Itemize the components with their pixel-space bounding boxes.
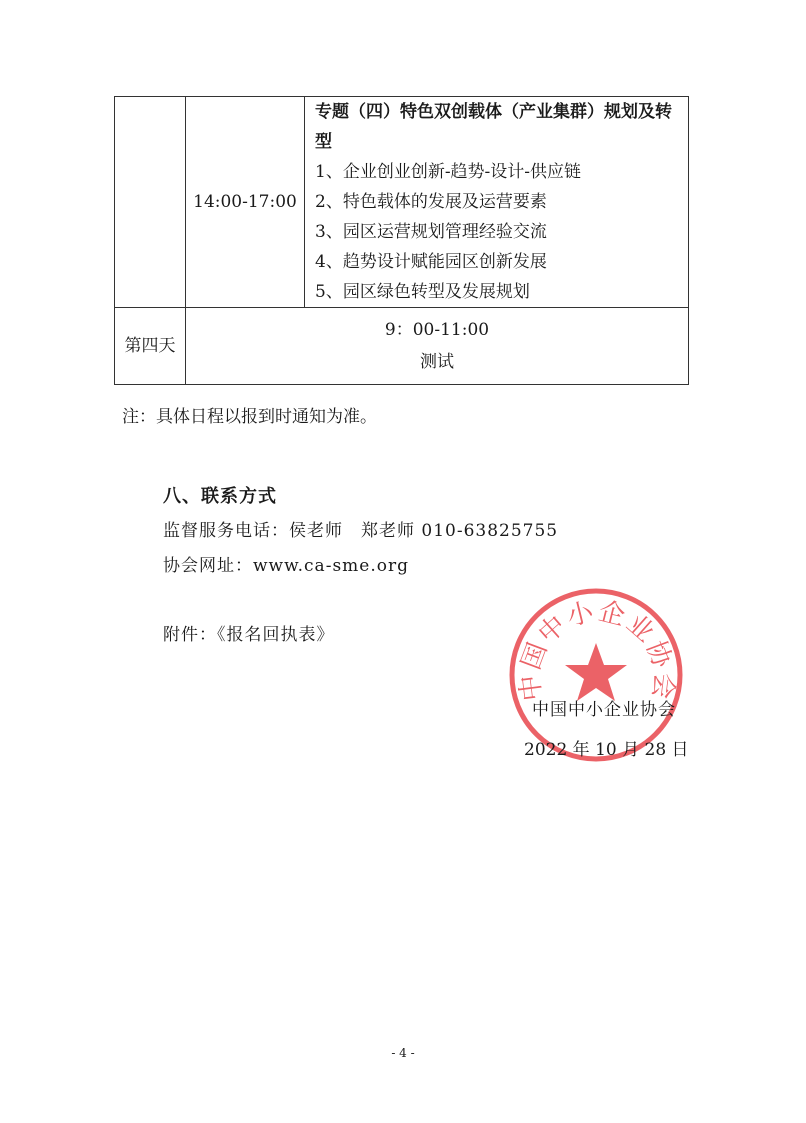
day4-content-cell xyxy=(186,308,689,385)
page-number: - 4 - xyxy=(391,1046,415,1060)
session-content-cell xyxy=(305,97,689,308)
attachment-line: 附件：《报名回执表》 xyxy=(163,625,335,645)
website-line: 协会网址：www.ca-sme.org xyxy=(163,556,409,576)
schedule-table xyxy=(114,96,689,385)
day4-activity: 测试 xyxy=(420,352,454,372)
table-row xyxy=(115,97,689,308)
topic-item: 2、特色载体的发展及运营要素 xyxy=(315,192,547,212)
signature-date: 2022 年 10 月 28 日 xyxy=(524,740,689,760)
session-time-cell: 14:00-17:00 xyxy=(186,97,305,308)
signature-org: 中国中小企业协会 xyxy=(532,700,676,720)
day-label-cell: 第四天 xyxy=(115,308,186,385)
schedule-note: 注：具体日程以报到时通知为准。 xyxy=(122,407,377,427)
topic-title: 专题（四）特色双创载体（产业集群）规划及转型 xyxy=(315,102,672,152)
table-row xyxy=(115,308,689,385)
section-title: 八、联系方式 xyxy=(163,486,277,507)
phone-line: 监督服务电话：侯老师 郑老师 010-63825755 xyxy=(163,521,559,541)
topic-item: 4、趋势设计赋能园区创新发展 xyxy=(315,252,547,272)
topic-item: 1、企业创业创新-趋势-设计-供应链 xyxy=(315,162,582,182)
topic-item: 5、园区绿色转型及发展规划 xyxy=(315,282,530,302)
topic-item: 3、园区运营规划管理经验交流 xyxy=(315,222,547,242)
day-cell-empty xyxy=(115,97,186,308)
day4-time: 9：00-11:00 xyxy=(384,320,490,340)
svg-text:中国中小企业协会: 中国中小企业协会 xyxy=(514,596,680,703)
